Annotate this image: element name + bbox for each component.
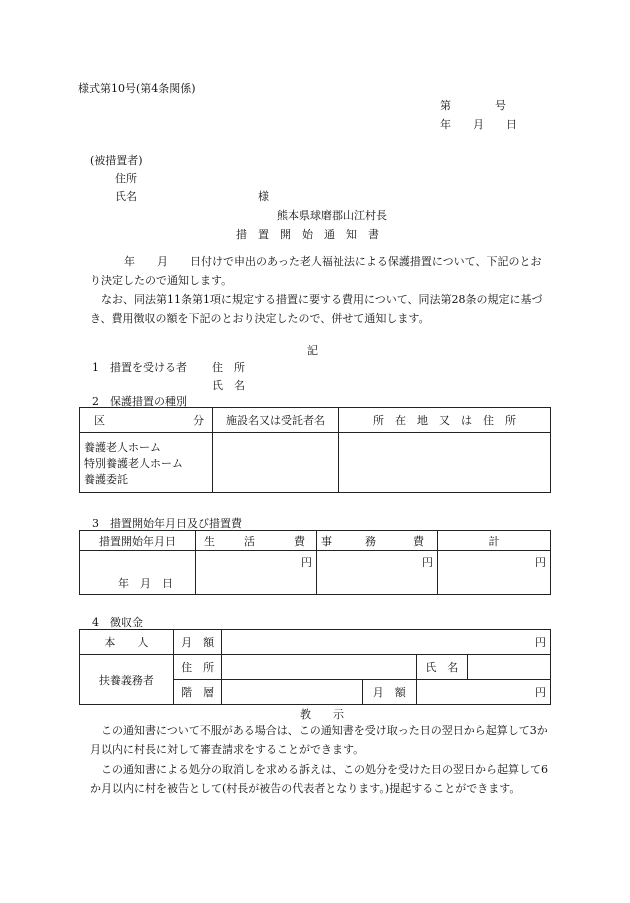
notice-paragraph-1: この通知書について不服がある場合は、この通知書を受け取った日の翌日から起算して3か月以内に村長に対して審査請求をすることができます。 xyxy=(90,724,548,756)
supporter-tier-label: 階 層 xyxy=(173,680,222,705)
measure-cost-table xyxy=(79,530,551,595)
ki-label: 記 xyxy=(307,344,318,357)
category-nursing-entrust: 養護委託 xyxy=(84,472,128,486)
col-office-cost-header xyxy=(317,531,438,551)
collection-table xyxy=(79,629,551,705)
col-facility-header: 施設名又は受託者名 xyxy=(213,408,339,433)
section1-address-label: 住 所 xyxy=(212,361,245,374)
section2-title: 2 保護措置の種別 xyxy=(92,395,187,408)
recipient-name-label: 氏名 xyxy=(115,190,137,203)
self-monthly-amount: 円 xyxy=(222,630,551,655)
living-b: 活 xyxy=(244,534,255,548)
start-date-cell: 年 月 日 xyxy=(80,551,196,595)
supporter-label: 扶養義務者 xyxy=(80,655,174,705)
living-c: 費 xyxy=(294,534,305,548)
body-paragraph-2: なお、同法第11条第1項に規定する措置に要する費用について、同法第28条の規定に基づき、費用徴収の額を下記のとおり決定したので、併せて通知します。 xyxy=(90,293,543,325)
facility-cell xyxy=(213,433,339,493)
category-special-nursing-home: 特別養護老人ホーム xyxy=(84,456,183,470)
category-nursing-home: 養護老人ホーム xyxy=(84,440,161,454)
document-date: 年 月 日 xyxy=(440,118,517,131)
supporter-address-cell xyxy=(222,655,417,680)
col-total-header: 計 xyxy=(438,531,551,551)
total-cost-cell: 円 xyxy=(438,551,551,595)
supporter-monthly-amount: 円 xyxy=(417,680,551,705)
living-a: 生 xyxy=(204,534,215,548)
col-category-text-right: 分 xyxy=(193,414,204,427)
supporter-name-label: 氏 名 xyxy=(417,655,468,680)
supporter-name-cell xyxy=(467,655,550,680)
recipient-honorific: 様 xyxy=(258,190,269,203)
document-title: 措 置 開 始 通 知 書 xyxy=(236,228,379,241)
notice-paragraph-2: この通知書による処分の取消しを求める訴えは、この処分を受けた日の翌日から起算して6か月以内に村を被告として(村長が被告の代表者となります。)提起することができます。 xyxy=(90,763,548,795)
office-c: 費 xyxy=(413,534,424,548)
self-monthly-label: 月 額 xyxy=(173,630,222,655)
section4-title: 4 徴収金 xyxy=(92,616,143,629)
section1-name-label: 氏 名 xyxy=(212,379,245,392)
col-category-header xyxy=(80,408,213,433)
issuer: 熊本県球磨郡山江村長 xyxy=(277,209,387,222)
col-living-cost-header xyxy=(196,531,317,551)
form-label: 様式第10号(第4条関係) xyxy=(78,82,196,95)
office-a: 事 xyxy=(321,534,332,548)
section3-title: 3 措置開始年月日及び措置費 xyxy=(92,517,242,530)
office-b: 務 xyxy=(365,534,376,548)
recipient-address-label: 住所 xyxy=(115,172,137,185)
supporter-monthly-label: 月 額 xyxy=(362,680,416,705)
measure-type-table xyxy=(79,407,551,493)
section1-title: 1 措置を受ける者 xyxy=(92,361,187,374)
notice-title: 教 示 xyxy=(300,708,344,721)
supporter-address-label: 住 所 xyxy=(173,655,222,680)
office-cost-cell: 円 xyxy=(317,551,438,595)
document-number: 第 号 xyxy=(440,99,506,112)
col-address-header: 所 在 地 又 は 住 所 xyxy=(339,408,551,433)
col-start-date-header: 措置開始年月日 xyxy=(80,531,196,551)
address-cell xyxy=(339,433,551,493)
col-category-text-left: 区 xyxy=(94,414,105,427)
living-cost-cell: 円 xyxy=(196,551,317,595)
recipient-heading: (被措置者) xyxy=(90,154,143,167)
category-cell xyxy=(80,433,213,493)
body-paragraph-1: 年 月 日付けで申出のあった老人福祉法による保護措置について、下記のとおり決定したので通知します。 xyxy=(90,255,542,287)
supporter-tier-cell xyxy=(222,680,362,705)
self-label: 本 人 xyxy=(80,630,174,655)
